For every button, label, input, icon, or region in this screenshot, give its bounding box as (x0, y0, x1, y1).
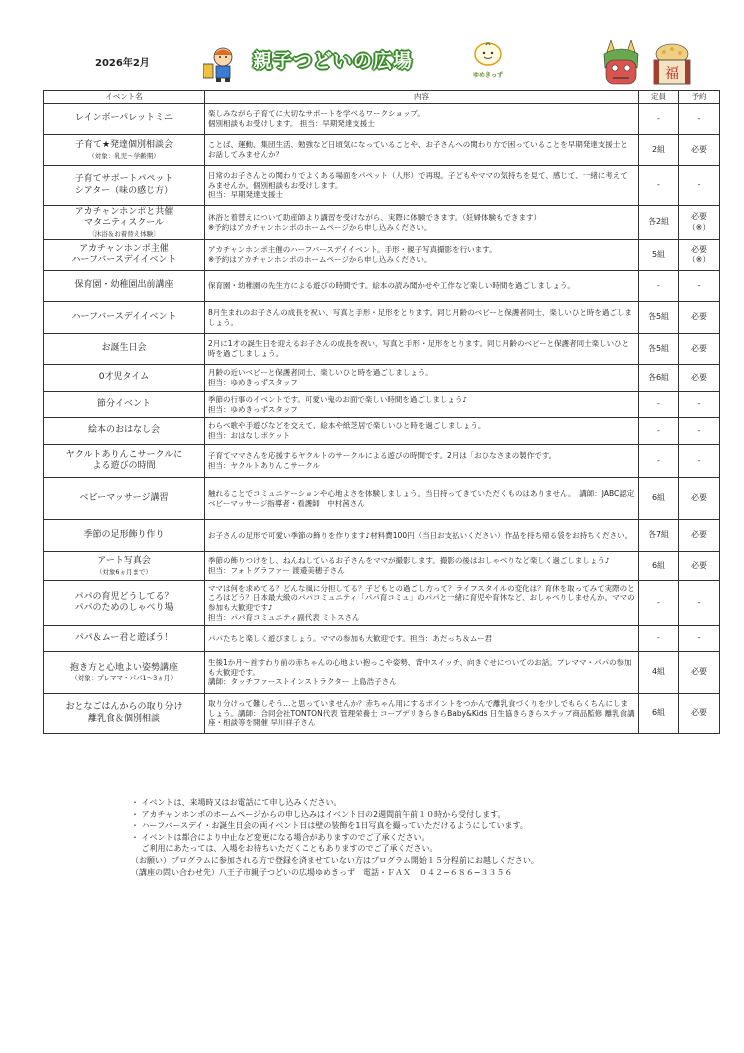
event-content: ママは何を求めてる？どんな風に分担してる？子どもとの過ごし方って？ライフスタイルの変化は？育休を取ってみて実際のところはどう？日本最大級のパパコミュニティ「パパ育コミュ」のパパと一緒に育児や育休など、おしゃべりしませんか。ママの参加も大歓迎です♪ 担当：パパ育コミュニティ副代表 ミトスさん (205, 581, 639, 626)
table-row (44, 520, 720, 552)
event-name-cell (44, 271, 205, 302)
event-reservation: - (679, 581, 720, 626)
header-capacity: 定員 (639, 91, 679, 104)
header-reservation: 予約 (679, 91, 720, 104)
event-name-cell (44, 520, 205, 552)
oni-icon (601, 40, 641, 90)
table-row (44, 694, 720, 734)
event-content: 沐浴と着替えについて助産師より講習を受けながら、実際に体験できます。（妊婦体験もできます） ※予約はアカチャンホンポのホームページから申し込みください。 (205, 206, 639, 240)
event-capacity: 各2組 (639, 206, 679, 240)
table-row (44, 418, 720, 445)
event-content: 月齢の近いベビーと保護者同士、楽しいひと時を過ごしましょう。 担当：ゆめきっずスタッフ (205, 365, 639, 392)
header-event-name: イベント名 (44, 91, 205, 104)
event-name-cell (44, 365, 205, 392)
event-target: （対象：プレママ・パパ1〜3ヵ月） (71, 674, 177, 683)
note-line: ・ ハーフバースデイ・お誕生日会の両イベント日は壁の装飾を1日写真を撮っていただけるようにしています。 (131, 821, 528, 831)
event-name: 子育て★発達個別相談会 (74, 140, 174, 151)
table-row (44, 552, 720, 581)
event-table (43, 90, 720, 734)
event-reservation: - (679, 445, 720, 478)
event-reservation: 必要 (679, 520, 720, 552)
event-capacity: 6組 (639, 694, 679, 734)
event-content: ことば、運動、集団生活、勉強など日頃気になっていることや、お子さんへの関わり方で困っていることを早期発達支援士とお話してみませんか？ (205, 135, 639, 166)
event-name-cell (44, 392, 205, 418)
child-mascot-icon (203, 44, 239, 86)
event-name-cell (44, 104, 205, 135)
table-row (44, 206, 720, 240)
event-content: お子さんの足形で可愛い季節の飾りを作ります♪材料費100円（当日お支払いください）作品を持ち帰る袋をお持ちください。 (205, 520, 639, 552)
event-name-cell (44, 694, 205, 734)
notes (131, 797, 539, 878)
event-reservation: 必要 (679, 694, 720, 734)
header-content: 内容 (205, 91, 639, 104)
event-reservation: 必要 (679, 552, 720, 581)
event-name-cell (44, 552, 205, 581)
event-reservation: 必要 （※） (679, 206, 720, 240)
event-content: 季節の飾りつけをし、ねんねしているお子さんをママが撮影します。撮影の後はおしゃべりなど楽しく過ごしましょう♪ 担当：フォトグラファー 渡邉美穂子さん (205, 552, 639, 581)
table-row (44, 478, 720, 520)
event-name: ヤクルトありんこサークルに よる遊びの時間 (65, 449, 183, 471)
event-name-cell (44, 166, 205, 206)
event-name-cell (44, 334, 205, 365)
event-name-cell (44, 445, 205, 478)
event-name-cell (44, 206, 205, 240)
event-content: パパたちと楽しく遊びましょう。ママの参加も大歓迎です。担当：あだっち＆ムー君 (205, 626, 639, 652)
event-name: パパ＆ムー君と遊ぼう！ (74, 632, 174, 643)
event-name-cell (44, 652, 205, 694)
event-capacity: 6組 (639, 552, 679, 581)
event-reservation: 必要 （※） (679, 240, 720, 271)
event-capacity: - (639, 271, 679, 302)
event-content: 8月生まれのお子さんの成長を祝い、写真と手形・足形をとります。同じ月齢のベビーと保護者同士、楽しいひと時を過ごしましょう。 (205, 302, 639, 334)
event-content: 生後1か月〜首すわり前の赤ちゃんの心地よい抱っこや姿勢、背中スイッチ、向きぐせについてのお話。プレママ・パパの参加も大歓迎です。 講師：タッチファーストインストラクター 上島浩子さん (205, 652, 639, 694)
event-name: 絵本のおはなし会 (87, 425, 160, 436)
fuku-char: 福 (665, 66, 679, 82)
event-content: 触れることでコミュニケーションや心地よさを体験しましょう。当日持ってきていただくものはありません。 講師：JABC認定ベビーマッサージ指導者・看護師 中村茜さん (205, 478, 639, 520)
event-reservation: 必要 (679, 334, 720, 365)
note-line: （お願い）プログラムに参加される方で登録を済ませていない方はプログラム開始１５分程前にお越しください。 (131, 855, 539, 865)
event-capacity: 各7組 (639, 520, 679, 552)
event-reservation: - (679, 104, 720, 135)
event-reservation: 必要 (679, 302, 720, 334)
event-capacity: 4組 (639, 652, 679, 694)
event-name: お誕生日会 (101, 343, 147, 354)
event-capacity: - (639, 392, 679, 418)
note-line: ・ アカチャンホンポのホームページからの申し込みはイベント日の2週間前午前１０時から受付します。 (131, 809, 506, 819)
event-name-cell (44, 302, 205, 334)
event-content: 取り分けって難しそう…と思っていませんか？赤ちゃん用にするポイントをつかんで離乳食づくりを少しでもらくちんにしましょう。講師：合同会社TONTON代表 管理栄養士 コープデリきらきらBaby&Kids 日生協きらきらステップ商品監修 離乳食講座・相談等を開催 早川祥子さん (205, 694, 639, 734)
event-name: 季節の足形飾り作り (83, 529, 165, 540)
event-target: （対象6ヵ月まで） (95, 567, 153, 576)
event-capacity: - (639, 581, 679, 626)
event-capacity: - (639, 166, 679, 206)
event-content: 子育てママさんを応援するヤクルトのサークルによる遊びの時間です。2月は「おひなさまの製作です。 担当：ヤクルトありんこサークル (205, 445, 639, 478)
note-line: ・ イベントは都合により中止など変更になる場合がありますのでご了承ください。 (131, 832, 430, 842)
event-capacity: - (639, 626, 679, 652)
table-row (44, 104, 720, 135)
event-content: 2月に1才の誕生日を迎えるお子さんの成長を祝い、写真と手形・足形をとります。同じ月齢のベビーと保護者同士楽しいひと時を過ごしましょう。 (205, 334, 639, 365)
event-name-cell (44, 478, 205, 520)
fuku-bean-box-icon (650, 40, 694, 90)
event-capacity: - (639, 418, 679, 445)
table-row (44, 166, 720, 206)
event-name: アート写真会 (97, 556, 151, 567)
table-row (44, 392, 720, 418)
event-capacity: - (639, 104, 679, 135)
event-name: ハーフバースデイイベント (71, 311, 177, 322)
event-name: 節分イベント (96, 398, 151, 409)
event-name-cell (44, 581, 205, 626)
event-name-cell (44, 240, 205, 271)
page-title: 親子つどいの広場 (253, 50, 414, 72)
table-row (44, 652, 720, 694)
event-content: 季節の行事のイベントです。可愛い鬼のお面で楽しい時間を過ごしましょう♪ 担当：ゆめきっずスタッフ (205, 392, 639, 418)
table-header-row (44, 91, 720, 104)
event-name: 保育園・幼稚園出前講座 (74, 280, 174, 291)
event-name: パパの育児どうしてる？ パパのためのしゃべり場 (74, 591, 174, 613)
event-name: アカチャンホンポと共催 マタニティスクール (74, 207, 174, 229)
event-content: 楽しみながら子育てに大切なサポートを学べるワークショップ。 個別相談もお受けします。 担当：早期発達支援士 (205, 104, 639, 135)
event-name: 抱き方と心地よい姿勢講座 (69, 662, 178, 673)
table-row (44, 626, 720, 652)
table-row (44, 240, 720, 271)
event-reservation: 必要 (679, 365, 720, 392)
event-content: 保育園・幼稚園の先生方による遊びの時間です。絵本の読み聞かせや工作など楽しい時間を過ごしましょう。 (205, 271, 639, 302)
event-name: 0才児タイム (98, 372, 150, 383)
event-name: レインボーパレットミニ (74, 113, 173, 124)
event-name-cell (44, 626, 205, 652)
event-reservation: - (679, 418, 720, 445)
table-row (44, 445, 720, 478)
table-row (44, 365, 720, 392)
table-row (44, 302, 720, 334)
event-target: （対象：乳児〜学齢期） (88, 151, 160, 160)
event-capacity: 6組 (639, 478, 679, 520)
event-name: アカチャンホンポ主催 ハーフバースデイイベント (71, 243, 177, 265)
event-name: ベビーマッサージ講習 (79, 492, 169, 503)
event-capacity: 各6組 (639, 365, 679, 392)
event-name: おとなごはんからの取り分け 離乳食＆個別相談 (65, 702, 183, 724)
event-reservation: 必要 (679, 478, 720, 520)
event-reservation: - (679, 271, 720, 302)
event-capacity: 各5組 (639, 302, 679, 334)
event-target: 〔沐浴＆お着替え体験〕 (88, 229, 160, 238)
event-capacity: 2組 (639, 135, 679, 166)
note-line: ご利用にあたっては、入場をお待ちいただくこともありますのでご了承ください。 (131, 844, 438, 854)
date-label: 2026年2月 (95, 58, 150, 69)
logo-text: ゆめきっず (472, 72, 503, 79)
event-name: 子育てサポートパペット シアター（味の感じ方） (74, 174, 174, 196)
event-reservation: - (679, 626, 720, 652)
event-content: 日常のお子さんとの関わりでよくある場面をパペット（人形）で再現。子どもやママの気持ちを見て、感じて、一緒に考えてみませんか。個別相談もお受けします。 担当：早期発達支援士 (205, 166, 639, 206)
table-row (44, 581, 720, 626)
note-line: ・ イベントは、来場時又はお電話にて申し込みください。 (131, 798, 342, 807)
event-capacity: 5組 (639, 240, 679, 271)
event-content: わらべ歌や手遊びなどを交えて、絵本や紙芝居で楽しいひと時を過ごしましょう。 担当：おはなしポケット (205, 418, 639, 445)
event-name-cell (44, 418, 205, 445)
event-reservation: 必要 (679, 652, 720, 694)
note-line: （講座の問い合わせ先）八王子市親子つどいの広場ゆめきっず 電話・ＦＡＸ ０４２−６８６−３３５６ (131, 867, 513, 877)
event-reservation: - (679, 392, 720, 418)
event-capacity: 各5組 (639, 334, 679, 365)
table-row (44, 271, 720, 302)
table-row (44, 135, 720, 166)
event-reservation: - (679, 166, 720, 206)
event-name-cell (44, 135, 205, 166)
yumekids-logo (472, 42, 504, 79)
event-content: アカチャンホンポ主催のハーフバースデイイベント。手形・親子写真撮影を行います。 ※予約はアカチャンホンポのホームページから申し込みください。 (205, 240, 639, 271)
event-reservation: 必要 (679, 135, 720, 166)
event-capacity: - (639, 445, 679, 478)
table-row (44, 334, 720, 365)
